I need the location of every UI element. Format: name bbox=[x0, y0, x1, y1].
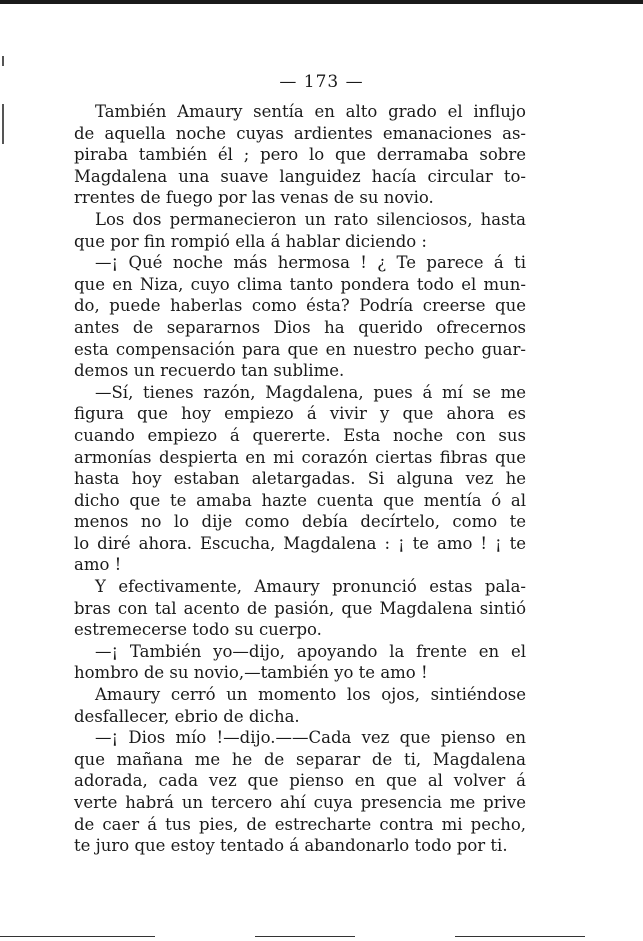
text-line: dicho que te amaba hazte cuenta que mentía ó al bbox=[74, 490, 526, 510]
text-line: rrentes de fuego por las venas de su novio. bbox=[74, 188, 434, 208]
text-line: figura que hoy empiezo á vivir y que ahora es bbox=[74, 404, 526, 424]
text-line: verte habrá un tercero ahí cuya presencia me prive bbox=[74, 793, 526, 812]
text-line: Los dos permanecieron un rato silenciosos, hasta bbox=[95, 209, 526, 229]
bottom-rule bbox=[455, 936, 585, 937]
text-line: amo ! bbox=[74, 555, 122, 575]
paragraph bbox=[74, 576, 526, 641]
text-line: bras con tal acento de pasión, que Magdalena sintió bbox=[74, 598, 526, 618]
text-line: —¡ Qué noche más hermosa ! ¿ Te parece á ti bbox=[95, 253, 526, 273]
text-line: desfallecer, ebrio de dicha. bbox=[74, 706, 300, 726]
text-line: cuando empiezo á quererte. Esta noche con sus bbox=[74, 425, 526, 445]
text-line: de caer á tus pies, de estrecharte contra mi pecho, bbox=[74, 814, 526, 834]
text-line: te juro que estoy tentado á abandonarlo todo por ti. bbox=[74, 836, 508, 856]
text-body bbox=[74, 101, 526, 857]
text-line: Y efectivamente, Amaury pronunció estas pala- bbox=[95, 577, 526, 597]
page-number: — 173 — bbox=[279, 72, 364, 92]
text-line: menos no lo dije como debía decírtelo, como te bbox=[74, 512, 526, 532]
text-line: do, puede haberlas como ésta? Podría creerse que bbox=[74, 296, 526, 316]
text-line: —¡ También yo—dijo, apoyando la frente en el bbox=[95, 641, 526, 661]
text-line: demos un recuerdo tan sublime. bbox=[74, 361, 345, 381]
bottom-rule bbox=[255, 936, 355, 937]
text-line: que en Niza, cuyo clima tanto pondera todo el mun- bbox=[74, 274, 526, 294]
top-border-rule bbox=[0, 0, 643, 4]
paragraph bbox=[74, 727, 526, 857]
paragraph bbox=[74, 641, 526, 684]
text-line: —¡ Dios mío !—dijo.——Cada vez que pienso en bbox=[95, 728, 526, 748]
text-line: lo diré ahora. Escucha, Magdalena : ¡ te amo ! ¡ te bbox=[74, 533, 526, 553]
text-line: antes de separarnos Dios ha querido ofrecernos bbox=[74, 317, 526, 337]
bottom-rule bbox=[0, 936, 155, 937]
margin-mark bbox=[2, 104, 4, 144]
text-line: esta compensación para que en nuestro pecho guar- bbox=[74, 339, 526, 359]
text-line: que mañana me he de separar de ti, Magdalena bbox=[74, 749, 526, 769]
text-line: estremecerse todo su cuerpo. bbox=[74, 620, 322, 640]
text-line: adorada, cada vez que pienso en que al volver á bbox=[74, 771, 526, 791]
text-line: —Sí, tienes razón, Magdalena, pues á mí se me bbox=[95, 382, 526, 402]
text-line: que por fin rompió ella á hablar diciendo : bbox=[74, 231, 427, 251]
paragraph bbox=[74, 209, 526, 252]
text-line: Amaury cerró un momento los ojos, sintiéndose bbox=[95, 685, 526, 705]
text-line: hombro de su novio,—también yo te amo ! bbox=[74, 663, 428, 683]
text-line: armonías despierta en mi corazón ciertas fibras que bbox=[74, 447, 526, 467]
paragraph bbox=[74, 101, 526, 209]
text-line: También Amaury sentía en alto grado el influjo bbox=[95, 102, 526, 121]
text-line: hasta hoy estaban aletargadas. Si alguna vez he bbox=[74, 469, 526, 489]
text-line: de aquella noche cuyas ardientes emanaciones as- bbox=[74, 123, 526, 143]
text-line: Magdalena una suave languidez hacía circular to- bbox=[74, 166, 526, 186]
text-line: piraba también él ; pero lo que derramaba sobre bbox=[74, 145, 526, 165]
margin-mark bbox=[2, 56, 4, 66]
paragraph bbox=[74, 684, 526, 727]
paragraph bbox=[74, 252, 526, 382]
paragraph bbox=[74, 382, 526, 576]
